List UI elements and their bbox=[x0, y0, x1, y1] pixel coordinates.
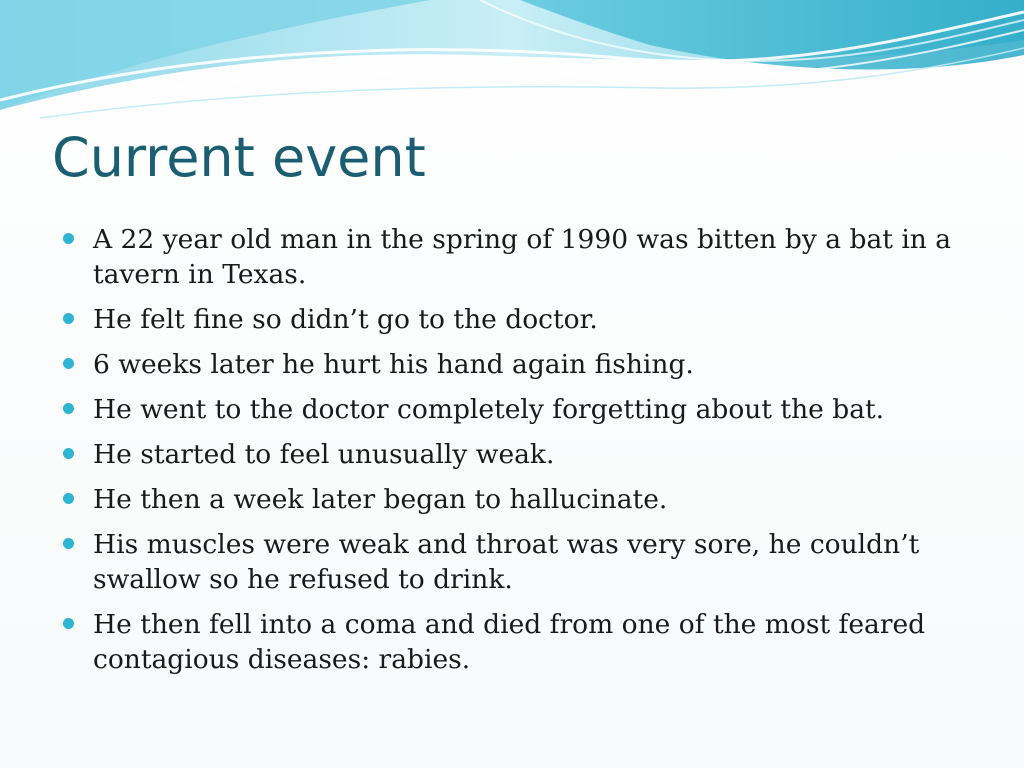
list-item bbox=[62, 527, 962, 597]
bullet-dot-icon bbox=[63, 448, 74, 459]
bullet-dot-icon bbox=[63, 313, 74, 324]
bullet-dot-icon bbox=[63, 403, 74, 414]
bullet-dot-icon bbox=[63, 538, 74, 549]
list-item bbox=[62, 392, 962, 427]
page-title: Current event bbox=[52, 126, 426, 189]
bullet-dot-icon bbox=[63, 493, 74, 504]
list-item bbox=[62, 482, 962, 517]
list-item bbox=[62, 222, 962, 292]
list-item bbox=[62, 437, 962, 472]
bullet-text: He then a week later began to hallucinate. bbox=[93, 484, 668, 515]
bullet-dot-icon bbox=[63, 618, 74, 629]
list-item bbox=[62, 302, 962, 337]
bullet-list bbox=[62, 222, 962, 687]
bullet-text: He started to feel unusually weak. bbox=[93, 439, 555, 470]
bullet-text: 6 weeks later he hurt his hand again fishing. bbox=[93, 349, 694, 380]
bullet-text: A 22 year old man in the spring of 1990 was bitten by a bat in a tavern in Texas. bbox=[93, 224, 952, 290]
decorative-wave-header bbox=[0, 0, 1024, 130]
bullet-dot-icon bbox=[63, 233, 74, 244]
bullet-text: He felt fine so didn’t go to the doctor. bbox=[93, 304, 598, 335]
bullet-text: He then fell into a coma and died from one of the most feared contagious diseases: rabies. bbox=[93, 609, 926, 675]
bullet-text: He went to the doctor completely forgetting about the bat. bbox=[93, 394, 885, 425]
bullet-dot-icon bbox=[63, 358, 74, 369]
list-item bbox=[62, 347, 962, 382]
list-item bbox=[62, 607, 962, 677]
bullet-text: His muscles were weak and throat was very sore, he couldn’t swallow so he refused to drink. bbox=[93, 529, 920, 595]
